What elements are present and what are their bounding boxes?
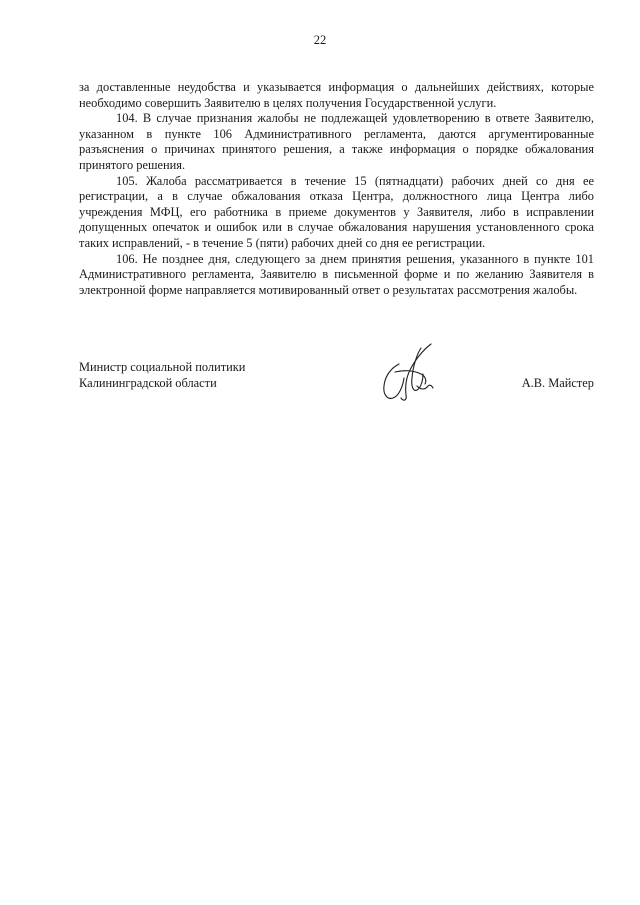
signatory-position-line-1: Министр социальной политики <box>79 360 246 374</box>
body-text <box>79 80 594 298</box>
paragraph-104: 104. В случае признания жалобы не подлежащей удовлетворению в ответе Заявителю, указанном в пункте 106 Административного регламента, даются аргументированные разъяснения о причинах принятого решения, а также информация о порядке обжалования принятого решения. <box>79 111 594 172</box>
paragraph-continued: за доставленные неудобства и указывается информация о дальнейших действиях, которые необходимо совершить Заявителю в целях получения Государственной услуги. <box>79 80 594 110</box>
signatory-name: А.В. Майстер <box>521 375 594 390</box>
signatory-position-line-2: Калининградской области <box>79 375 217 390</box>
page-number: 22 <box>313 33 327 47</box>
handwritten-signature-icon <box>377 340 437 410</box>
paragraph-105: 105. Жалоба рассматривается в течение 15 (пятнадцати) рабочих дней со дня ее регистрации, а в случае обжалования отказа Центра, должностного лица Центра либо учреждения МФЦ, его работника в приеме документов у Заявителя, либо в исправлении допущенных опечаток и ошибок или в случае обжалования нарушения установленного срока таких исправлений, - в течение 5 (пяти) рабочих дней со дня ее регистрации. <box>79 173 594 250</box>
paragraph-106: 106. Не позднее дня, следующего за днем принятия решения, указанного в пункте 101 Административного регламента, Заявителю в письменной форме и по желанию Заявителя в электронной форме направляется мотивированный ответ о результатах рассмотрения жалобы. <box>79 251 594 297</box>
signatory-position <box>79 360 245 391</box>
signature-block <box>79 360 594 420</box>
